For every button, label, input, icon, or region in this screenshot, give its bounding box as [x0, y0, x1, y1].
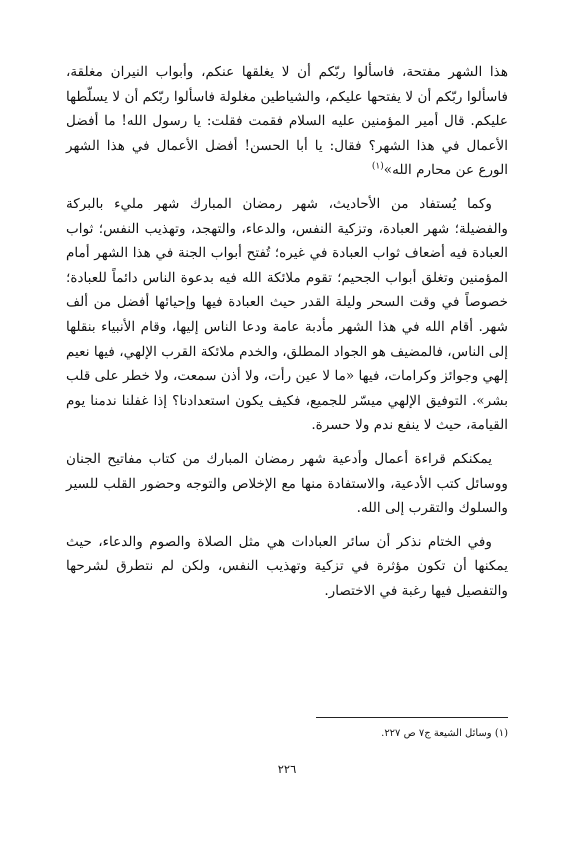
paragraph-1-text: هذا الشهر مفتحة، فاسألوا ربّكم أن لا يغلقها عنكم، وأبواب النيران مغلقة، فاسألوا ربّكم أن لا يفتحها عليكم، والشياطين مغلولة فاسألوا ربّكم أن لا يسلّطها عليكم. قال أمير المؤمنين عليه السلام فقمت فقلت: يا رسول الله! ما أفضل الأعمال في هذا الشهر؟ فقال: يا أبا الحسن! أفضل الأعمال في هذا الشهر الورع عن محارم الله»: [66, 64, 508, 179]
body-text: [66, 60, 508, 612]
paragraph-2: وكما يُستفاد من الأحاديث، شهر رمضان المبارك شهر مليء بالبركة والفضيلة؛ شهر العبادة، وتزكية النفس، والدعاء، والتهجد، وتهذيب النفس؛ ثواب العبادة فيه أضعاف ثواب العبادة في غيره؛ تُفتح أبواب الجنة في هذا الشهر أمام المؤمنين وتغلق أبواب الجحيم؛ تقوم ملائكة الله فيه بدعوة الناس دائماً للعبادة؛ خصوصاً في وقت السحر وليلة القدر حيث العبادة فيها وإحيائها أفضل من ألف شهر. أقام الله في هذا الشهر مأدبة عامة ودعا الناس إليها، وقام الأنبياء بنقلها إلى الناس، فالمضيف هو الجواد المطلق، والخدم ملائكة القرب الإلهي، فيها نعيم إلهي وجوائز وكرامات، فيها «ما لا عين رأت، ولا أذن سمعت، ولا خطر على قلب بشر». التوفيق الإلهي ميسّر للجميع، فكيف يكون استعدادنا؟ إذا غفلنا ندمنا يوم القيامة، حيث لا ينفع ندم ولا حسرة.: [66, 195, 508, 434]
footnote-divider: [316, 717, 508, 718]
paragraph-1: [66, 60, 508, 183]
footnote-text: (١) وسائل الشيعة ج٧ ص ٢٢٧.: [381, 728, 508, 739]
footnote-reference[interactable]: (١): [371, 161, 384, 172]
paragraph-3: يمكنكم قراءة أعمال وأدعية شهر رمضان المبارك من كتاب مفاتيح الجنان ووسائل كتب الأدعية، والاستفادة منها مع الإخلاص والتوجه وحضور القلب للسير والسلوك والتقرب إلى الله.: [66, 450, 508, 517]
paragraph-4: وفي الختام نذكر أن سائر العبادات هي مثل الصلاة والصوم والدعاء، حيث يمكنها أن تكون مؤثرة في تزكية وتهذيب النفس، ولكن لم نتطرق لشرحها والتفصيل فيها رغبة في الاختصار.: [66, 533, 508, 599]
page-number: ٢٢٦: [277, 762, 297, 776]
